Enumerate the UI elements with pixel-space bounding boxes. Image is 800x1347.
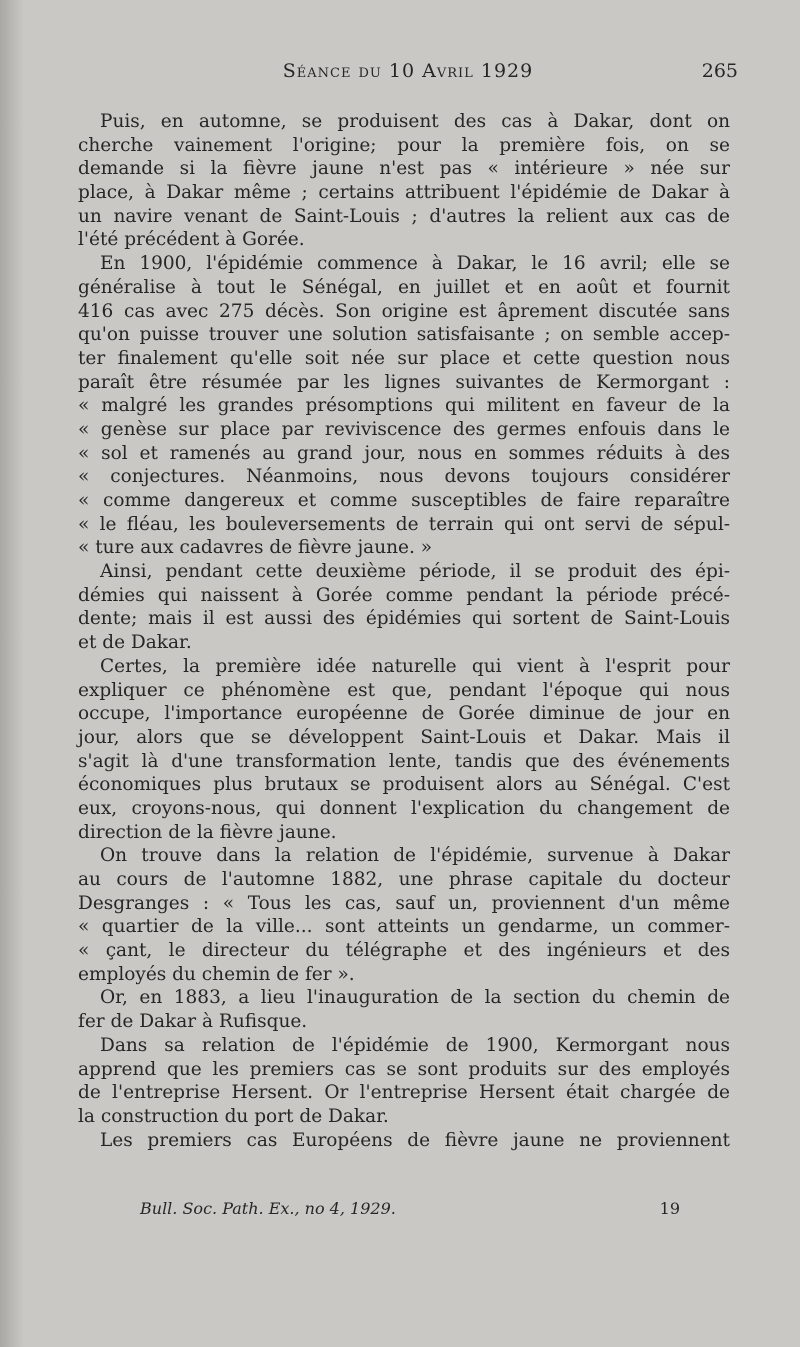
text-line: s'agit là d'une transformation lente, tandis que des événements bbox=[78, 750, 730, 772]
text-line: En 1900, l'épidémie commence à Dakar, le 16 avril; elle se bbox=[100, 253, 730, 275]
text-line: « malgré les grandes présomptions qui militent en faveur de la bbox=[78, 395, 730, 417]
text-line: Ainsi, pendant cette deuxième période, il se produit des épi- bbox=[100, 561, 730, 583]
text-line: expliquer ce phénomène est que, pendant l'époque qui nous bbox=[78, 679, 730, 701]
text-line: On trouve dans la relation de l'épidémie, survenue à Dakar bbox=[100, 845, 730, 867]
text-line: et de Dakar. bbox=[78, 632, 192, 654]
text-line: au cours de l'automne 1882, une phrase capitale du docteur bbox=[78, 869, 730, 890]
text-line: « quartier de la ville... sont atteints un gendarme, un commer- bbox=[78, 916, 730, 938]
page-header bbox=[78, 60, 738, 90]
text-line: « çant, le directeur du télégraphe et des ingénieurs et des bbox=[78, 940, 730, 962]
text-line: « ture aux cadavres de fièvre jaune. » bbox=[78, 537, 433, 559]
text-line: Les premiers cas Européens de fièvre jaune ne proviennent bbox=[100, 1129, 730, 1151]
text-line: apprend que les premiers cas se sont produits sur des employés bbox=[78, 1058, 730, 1080]
text-line: « genèse sur place par reviviscence des germes enfouis dans le bbox=[78, 418, 730, 440]
text-line: cherche vainement l'origine; pour la première fois, on se bbox=[78, 134, 730, 156]
text-line: qu'on puisse trouver une solution satisfaisante ; on semble accep- bbox=[78, 324, 730, 346]
text-line: demande si la fièvre jaune n'est pas « intérieure » née sur bbox=[78, 158, 730, 180]
text-line: paraît être résumée par les lignes suivantes de Kermorgant : bbox=[78, 371, 730, 393]
footer-citation: Bull. Soc. Path. Ex., no 4, 1929. bbox=[140, 1199, 396, 1218]
signature-number: 19 bbox=[659, 1199, 680, 1218]
text-line: eux, croyons-nous, qui donnent l'explication du changement de bbox=[78, 797, 730, 819]
text-line: occupe, l'importance européenne de Gorée diminue de jour en bbox=[78, 703, 730, 725]
text-line: « le fléau, les bouleversements de terrain qui ont servi de sépul- bbox=[78, 513, 730, 535]
text-line: de l'entreprise Hersent. Or l'entreprise Hersent était chargée de bbox=[78, 1082, 730, 1104]
text-line: « sol et ramenés au grand jour, nous en sommes réduits à des bbox=[78, 442, 730, 464]
text-line: généralise à tout le Sénégal, en juillet et en août et fournit bbox=[78, 276, 730, 298]
text-line: dente; mais il est aussi des épidémies qui sortent de Saint-Louis bbox=[78, 608, 730, 630]
text-line: direction de la fièvre jaune. bbox=[78, 821, 337, 843]
text-line: « comme dangereux et comme susceptibles de faire reparaître bbox=[78, 490, 730, 511]
text-line: Desgranges : « Tous les cas, sauf un, proviennent d'un même bbox=[78, 892, 730, 914]
text-line: l'été précédent à Gorée. bbox=[78, 229, 305, 251]
text-line: place, à Dakar même ; certains attribuent l'épidémie de Dakar à bbox=[78, 182, 730, 204]
text-line: jour, alors que se développent Saint-Louis et Dakar. Mais il bbox=[78, 726, 730, 748]
text-line: 416 cas avec 275 décès. Son origine est âprement discutée sans bbox=[78, 300, 730, 322]
text-line: la construction du port de Dakar. bbox=[78, 1105, 389, 1127]
text-line: Or, en 1883, a lieu l'inauguration de la section du chemin de bbox=[100, 987, 730, 1009]
text-line: démies qui naissent à Gorée comme pendant la période précé- bbox=[78, 584, 730, 606]
text-line: fer de Dakar à Rufisque. bbox=[78, 1011, 308, 1033]
text-line: Certes, la première idée naturelle qui vient à l'esprit pour bbox=[100, 655, 730, 677]
text-line: économiques plus brutaux se produisent alors au Sénégal. C'est bbox=[78, 774, 730, 796]
running-title: Séance du 10 Avril 1929 bbox=[282, 60, 534, 82]
text-line: Puis, en automne, se produisent des cas à Dakar, dont on bbox=[100, 111, 730, 132]
text-line: Dans sa relation de l'épidémie de 1900, Kermorgant nous bbox=[100, 1034, 730, 1056]
text-line: ter finalement qu'elle soit née sur place et cette question nous bbox=[78, 347, 730, 369]
text-line: un navire venant de Saint-Louis ; d'autres la relient aux cas de bbox=[78, 205, 730, 227]
body-text bbox=[78, 110, 730, 1152]
page-footer bbox=[140, 1199, 680, 1223]
text-line: « conjectures. Néanmoins, nous devons toujours considérer bbox=[78, 466, 730, 488]
text-line: employés du chemin de fer ». bbox=[78, 963, 355, 985]
page-edge bbox=[0, 0, 24, 1347]
page-number: 265 bbox=[701, 60, 738, 82]
